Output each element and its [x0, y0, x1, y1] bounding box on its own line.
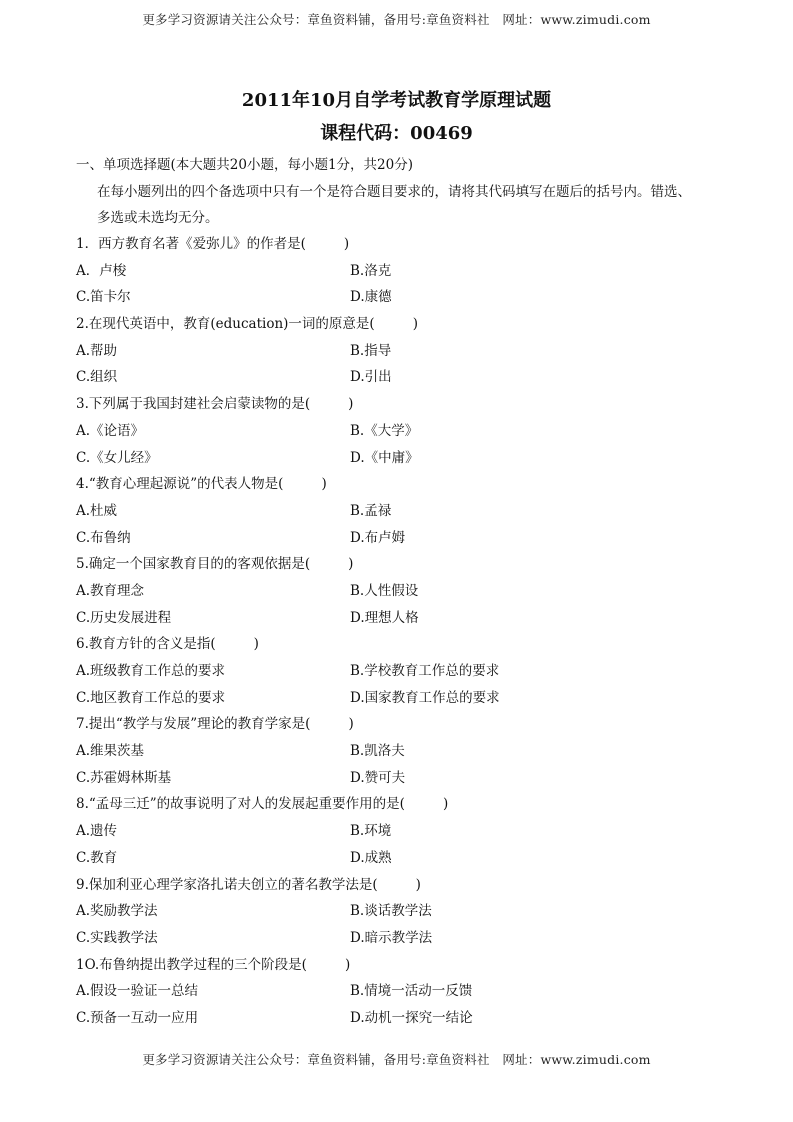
question-7 — [76, 711, 736, 791]
question-8 — [76, 791, 736, 871]
option-d: D.引出 — [350, 369, 392, 386]
course-code: 课程代码：00469 — [320, 123, 473, 144]
question-stem: 6.教育方针的含义是指( — [76, 636, 216, 653]
option-d: D.《中庸》 — [350, 449, 419, 466]
question-stem: 1O.布鲁纳提出教学过程的三个阶段是( — [76, 956, 307, 973]
option-a: A.遗传 — [76, 823, 118, 840]
question-5 — [76, 551, 736, 631]
option-c: C.地区教育工作总的要求 — [76, 689, 226, 706]
question-stem: 3.下列属于我国封建社会启蒙读物的是( — [76, 396, 311, 413]
option-a: A.班级教育工作总的要求 — [76, 663, 226, 679]
option-c: C.布鲁纳 — [76, 529, 131, 546]
option-c: C.苏霍姆林斯基 — [76, 769, 172, 786]
question-close: ) — [343, 236, 350, 252]
question-9 — [76, 872, 736, 952]
section-heading: 一、单项选择题(本大题共20小题，每小题1分，共20分) — [76, 157, 413, 173]
option-d: D.暗示教学法 — [350, 929, 433, 946]
option-d: D.赞可夫 — [350, 769, 406, 786]
option-a: A.维果茨基 — [76, 743, 145, 760]
question-2 — [76, 311, 736, 391]
option-c: C.组织 — [76, 369, 118, 386]
page-title: 2011年10月自学考试教育学原理试题 — [241, 90, 552, 111]
question-close: ) — [344, 956, 351, 973]
option-b: B.人性假设 — [350, 582, 419, 599]
option-b: B.谈话教学法 — [350, 903, 432, 920]
option-c: C.教育 — [76, 849, 118, 866]
footer-note: 更多学习资源请关注公众号：章鱼资料铺，备用号:章鱼资料社 网址：www.zimudi.com — [142, 1052, 651, 1067]
option-b: B.情境一活动一反馈 — [350, 983, 473, 1000]
option-b: B.学校教育工作总的要求 — [350, 663, 500, 679]
question-10 — [76, 952, 736, 1032]
question-close: ) — [412, 316, 418, 333]
option-c: C.预备一互动一应用 — [76, 1009, 199, 1026]
option-a: A.奖励教学法 — [76, 903, 158, 920]
question-stem: 8.“孟母三迁”的故事说明了对人的发展起重要作用的是( — [76, 796, 405, 813]
option-b: B.孟禄 — [350, 502, 392, 519]
option-d: D.动机一探究一结论 — [350, 1009, 473, 1026]
option-a: A.教育理念 — [76, 582, 145, 599]
question-close: ) — [348, 396, 354, 413]
option-b: B.环境 — [350, 823, 392, 840]
instruction-line-2: 多选或未选均无分。 — [97, 210, 219, 226]
question-stem: 9.保加利亚心理学家洛扎诺夫创立的著名教学法是( — [76, 876, 378, 893]
option-c: C.实践教学法 — [76, 929, 158, 946]
question-close: ) — [321, 476, 327, 493]
question-close: ) — [348, 556, 354, 573]
option-a: A.帮助 — [76, 342, 118, 359]
option-a: A．卢梭 — [76, 262, 127, 279]
option-b: B.《大学》 — [350, 422, 419, 439]
question-stem: 1．西方教育名著《爱弥儿》的作者是( — [76, 236, 306, 252]
option-a: A.假设一验证一总结 — [76, 983, 199, 1000]
header-note: 更多学习资源请关注公众号：章鱼资料铺，备用号:章鱼资料社 网址：www.zimudi.com — [142, 12, 651, 27]
question-4 — [76, 471, 736, 551]
question-close: ) — [415, 876, 421, 893]
question-3 — [76, 391, 736, 471]
question-stem: 7.提出“教学与发展”理论的教育学家是( — [76, 716, 311, 733]
option-a: A.杜威 — [76, 502, 118, 519]
option-c: C.笛卡尔 — [76, 289, 131, 306]
option-d: D.成熟 — [350, 849, 392, 866]
option-b: B.指导 — [350, 342, 392, 359]
question-6 — [76, 631, 736, 711]
option-b: B.凯洛夫 — [350, 743, 405, 760]
question-stem: 2.在现代英语中，教育(education)一词的原意是( — [76, 316, 375, 333]
option-d: D.国家教育工作总的要求 — [350, 689, 500, 706]
question-close: ) — [253, 636, 259, 653]
question-close: ) — [348, 716, 354, 733]
option-d: D.康德 — [350, 289, 392, 306]
question-list — [76, 231, 736, 1032]
option-a: A.《论语》 — [76, 422, 145, 439]
option-d: D.布卢姆 — [350, 529, 406, 546]
option-c: C.历史发展进程 — [76, 609, 172, 626]
instruction-line-1: 在每小题列出的四个备选项中只有一个是符合题目要求的，请将其代码填写在题后的括号内。错选、 — [97, 184, 691, 200]
question-close: ) — [442, 796, 449, 813]
option-d: D.理想人格 — [350, 609, 419, 626]
question-1 — [76, 231, 736, 311]
option-c: C.《女儿经》 — [76, 449, 158, 466]
option-b: B.洛克 — [350, 262, 392, 279]
question-stem: 4.“教育心理起源说”的代表人物是( — [76, 476, 284, 493]
question-stem: 5.确定一个国家教育目的的客观依据是( — [76, 556, 311, 573]
